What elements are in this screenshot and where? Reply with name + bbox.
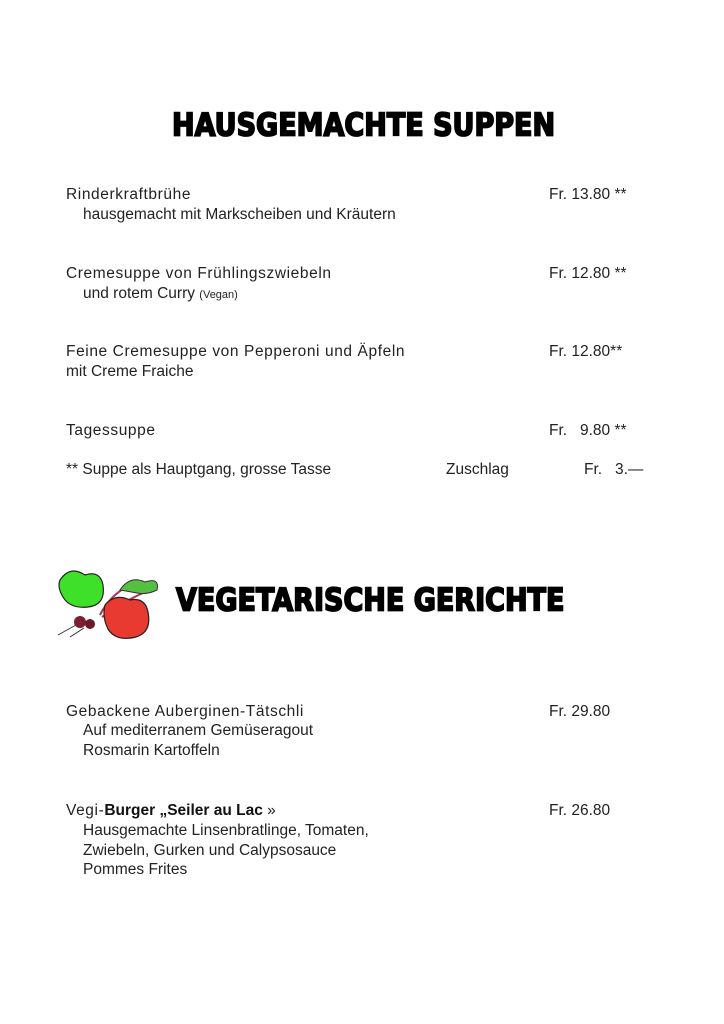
- item-price: Fr. 26.80: [549, 802, 611, 819]
- item-desc: Auf mediterranem Gemüseragout: [83, 722, 314, 739]
- item-price: Fr. 13.80 **: [549, 186, 627, 203]
- footnote-text: ** Suppe als Hauptgang, grosse Tasse: [66, 461, 332, 478]
- item-name-suffix: »: [262, 802, 276, 819]
- item-name-bold: Burger „Seiler au Lac: [104, 802, 263, 819]
- item-price: Fr. 12.80 **: [549, 265, 627, 282]
- item-desc: Rosmarin Kartoffeln: [83, 742, 220, 759]
- vegan-note: (Vegan): [199, 289, 238, 301]
- item-price: Fr. 9.80 **: [549, 422, 627, 439]
- item-price: Fr. 29.80: [549, 703, 611, 720]
- item-desc: hausgemacht mit Markscheiben und Kräutern: [83, 206, 396, 223]
- item-desc: Hausgemachte Linsenbratlinge, Tomaten,: [83, 822, 369, 839]
- section-title-vegetarian: VEGETARISCHE GERICHTE: [176, 582, 565, 619]
- item-desc: Zwiebeln, Gurken und Calypsosauce: [83, 842, 337, 859]
- item-name: Feine Cremesuppe von Pepperoni und Äpfeln: [66, 343, 406, 360]
- item-desc: Pommes Frites: [83, 861, 188, 878]
- item-desc: mit Creme Fraiche: [66, 363, 194, 380]
- item-name: Tagessuppe: [66, 422, 156, 439]
- footnote-label: Zuschlag: [446, 461, 509, 478]
- item-desc-text: und rotem Curry: [83, 285, 195, 302]
- item-name: [66, 801, 276, 821]
- section-title-soups: HAUSGEMACHTE SUPPEN: [172, 107, 556, 144]
- item-price: Fr. 12.80**: [549, 343, 623, 360]
- item-name: Rinderkraftbrühe: [66, 186, 192, 203]
- item-name: Gebackene Auberginen-Tätschli: [66, 703, 304, 720]
- item-name: Cremesuppe von Frühlingszwiebeln: [66, 265, 332, 282]
- item-name-prefix: Vegi-: [66, 802, 105, 819]
- footnote-price: Fr. 3.—: [584, 461, 644, 478]
- vegetables-illustration: [50, 565, 162, 640]
- item-desc: [83, 284, 238, 305]
